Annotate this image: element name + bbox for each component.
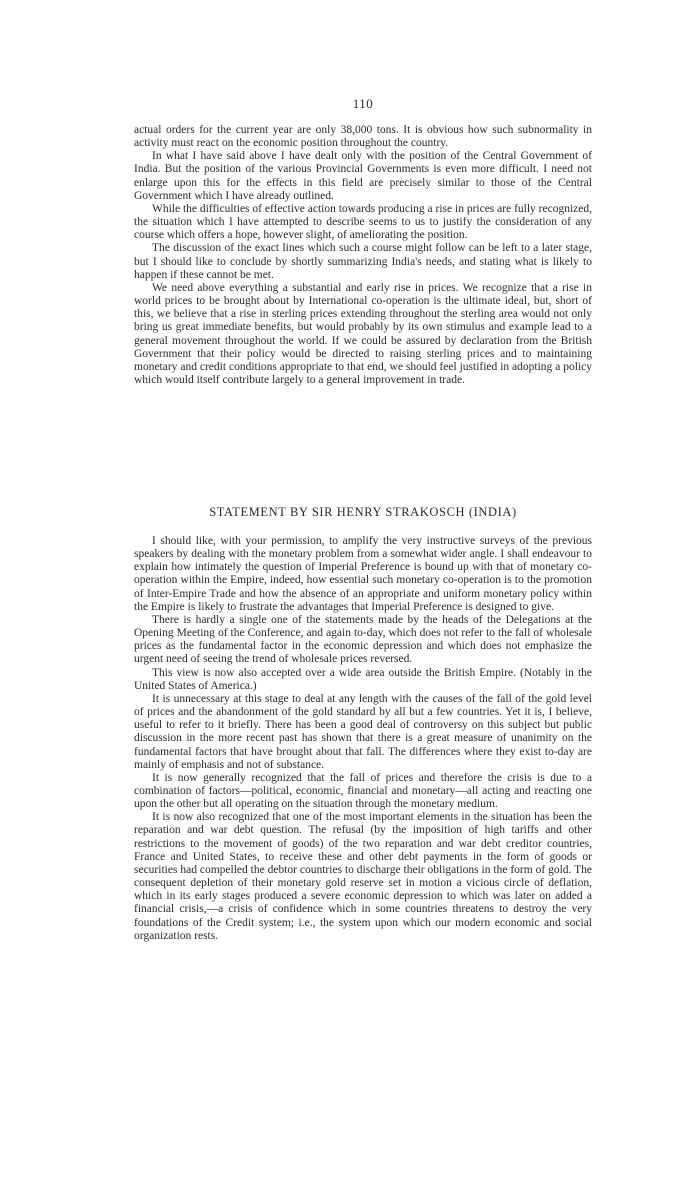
document-page bbox=[134, 0, 592, 1182]
paragraph: In what I have said above I have dealt only with the position of the Central Government of India. But the position of the various Provincial Governments is even more difficult. I need not enlarge upon this for the effects in this field are precisely similar to those of the Central Government which I have already outlined. bbox=[134, 150, 592, 202]
paragraph: It is now also recognized that one of the most important elements in the situation has been the reparation and war debt question. The refusal (by the imposition of high tariffs and other restrictions to the movement of goods) of the two reparation and war debt creditor countries, France and United States, to receive these and other debt payments in the form of goods or securities had compelled the debtor countries to discharge their obligations in the form of gold. The consequent depletion of their monetary gold reserve set in motion a vicious circle of deflation, which in its early stages produced a severe economic depression to which was later on added a financial crisis,—a crisis of confidence which in some countries threatens to destroy the very foundations of the Credit system; i.e., the system upon which our modern economic and social organization rests. bbox=[134, 811, 592, 942]
continued-text-section bbox=[134, 124, 592, 387]
paragraph: While the difficulties of effective action towards producing a rise in prices are fully recognized, the situation which I have attempted to describe seems to us to justify the consideration of any course which offers a hope, however slight, of ameliorating the position. bbox=[134, 202, 592, 242]
paragraph: I should like, with your permission, to amplify the very instructive surveys of the previous speakers by dealing with the monetary problem from a somewhat wider angle. I shall endeavour to explain how intimately the question of Imperial Preference is bound up with that of monetary co-operation within the Empire, indeed, how essential such monetary co-operation is to the promotion of Inter-Empire Trade and how the absence of an appropriate and uniform monetary policy within the Empire is likely to frustrate the advantages that Imperial Preference is designed to give. bbox=[134, 535, 592, 613]
paragraph: It is unnecessary at this stage to deal at any length with the causes of the fall of the gold level of prices and the abandonment of the gold standard by all but a few countries. Yet it is, I believe, useful to refer to it briefly. There has been a good deal of controversy on this subject but public discussion in the more recent past has shown that there is a great measure of unanimity on the fundamental factors that have brought about that fall. The differences where they exist to-day are mainly of emphasis and not of substance. bbox=[134, 692, 592, 771]
page-number: 110 bbox=[352, 96, 374, 111]
paragraph: We need above everything a substantial and early rise in prices. We recognize that a rise in world prices to be brought about by International co-operation is the ultimate ideal, but, short of this, we believe that a rise in sterling prices extending throughout the sterling area would not only bring us great immediate benefits, but would probably by its own stimulus and example lead to a general movement throughout the world. If we could be assured by declaration from the British Government that their policy would be directed to raising sterling prices and to maintaining monetary and credit conditions appropriate to that end, we should feel justified in adopting a policy which would itself contribute largely to a general improvement in trade. bbox=[134, 281, 592, 386]
paragraph: actual orders for the current year are only 38,000 tons. It is obvious how such subnormality in activity must react on the economic position throughout the country. bbox=[134, 124, 592, 150]
statement-heading: STATEMENT BY SIR HENRY STRAKOSCH (INDIA) bbox=[209, 505, 517, 519]
paragraph: There is hardly a single one of the statements made by the heads of the Delegations at the Opening Meeting of the Conference, and again to-day, which does not refer to the fall of wholesale prices as the fundamental factor in the economic depression and which does not emphasize the urgent need of seeing the trend of wholesale prices reversed. bbox=[134, 613, 592, 666]
paragraph: This view is now also accepted over a wide area outside the British Empire. (Notably in the United States of America.) bbox=[134, 666, 592, 692]
statement-text-section bbox=[134, 535, 592, 943]
paragraph: It is now generally recognized that the fall of prices and therefore the crisis is due to a combination of factors—political, economic, financial and monetary—all acting and reacting one upon the other but all operating on the situation through the monetary medium. bbox=[134, 771, 592, 811]
paragraph: The discussion of the exact lines which such a course might follow can be left to a later stage, but I should like to conclude by shortly summarizing India's needs, and stating what is likely to happen if these cannot be met. bbox=[134, 242, 592, 281]
